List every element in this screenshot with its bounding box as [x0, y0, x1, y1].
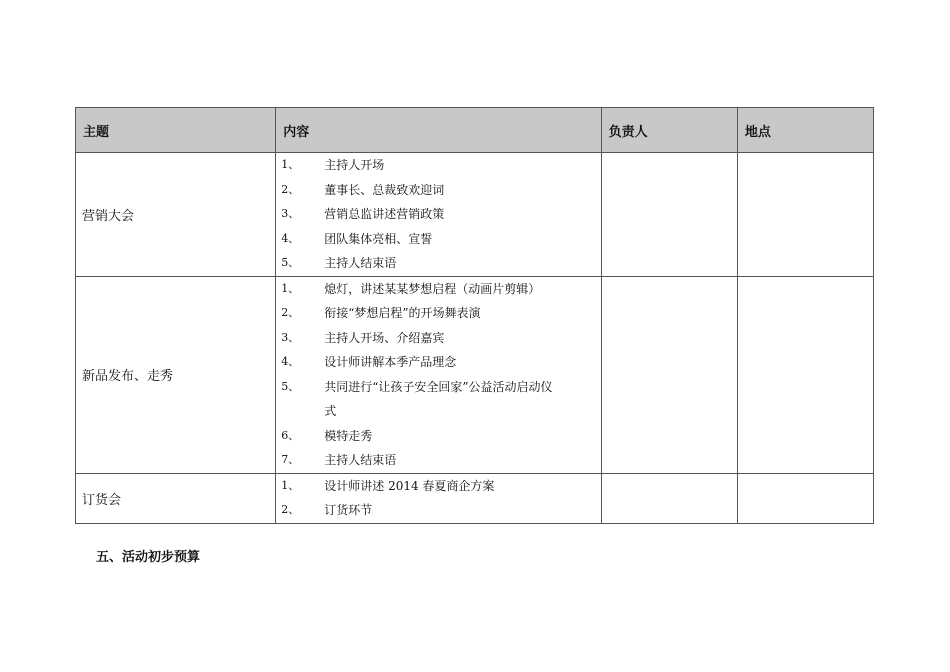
agenda-item-number: 4、 — [281, 231, 300, 245]
place-cell — [737, 153, 873, 277]
agenda-item-continuation: 式 — [324, 404, 337, 418]
agenda-item — [281, 375, 600, 424]
agenda-item-text: 设计师讲解本季产品理念 — [324, 355, 457, 369]
agenda-item-text: 熄灯，讲述某某梦想启程（动画片剪辑） — [324, 281, 541, 296]
agenda-item-number: 7、 — [281, 453, 300, 466]
agenda-item-number: 2、 — [281, 306, 300, 319]
owner-cell — [601, 473, 737, 523]
header-topic: 主题 — [76, 108, 276, 153]
owner-cell — [601, 276, 737, 473]
agenda-item-number: 5、 — [281, 256, 300, 269]
table-header-row — [76, 108, 874, 153]
agenda-item-text: 衔接“梦想启程”的开场舞表演 — [324, 306, 481, 320]
header-owner: 负责人 — [601, 108, 737, 153]
content-cell — [276, 153, 601, 277]
owner-cell — [601, 153, 737, 277]
agenda-item-text: 订货环节 — [324, 503, 373, 517]
agenda-item — [281, 178, 600, 203]
agenda-item — [281, 301, 600, 326]
activity-schedule-table — [75, 107, 874, 524]
agenda-item-number: 3、 — [281, 330, 300, 344]
place-cell — [737, 276, 873, 473]
agenda-item — [281, 326, 600, 351]
topic-cell: 营销大会 — [76, 153, 276, 277]
agenda-item-text: 模特走秀 — [324, 428, 373, 443]
table-body — [76, 153, 874, 524]
content-cell — [276, 473, 601, 523]
agenda-item — [281, 227, 600, 252]
header-content: 内容 — [276, 108, 601, 153]
agenda-item-text: 主持人结束语 — [324, 453, 397, 467]
place-cell — [737, 473, 873, 523]
agenda-item-number: 3、 — [281, 207, 300, 220]
agenda-item — [281, 424, 600, 449]
agenda-item-text: 设计师讲述 2014 春夏商企方案 — [324, 478, 495, 493]
agenda-item — [281, 448, 600, 473]
agenda-item-number: 4、 — [281, 355, 300, 368]
agenda-item-number: 2、 — [281, 182, 300, 196]
header-place: 地点 — [737, 108, 873, 153]
agenda-item — [281, 153, 600, 178]
table-row — [76, 473, 874, 523]
agenda-item-text: 董事长、总裁致欢迎词 — [324, 182, 445, 197]
agenda-item-number: 1、 — [281, 281, 300, 295]
agenda-item — [281, 474, 600, 499]
agenda-item — [281, 251, 600, 276]
agenda-item-number: 1、 — [281, 158, 300, 171]
table-row — [76, 153, 874, 277]
agenda-item-text: 主持人开场、介绍嘉宾 — [324, 330, 445, 345]
table-row — [76, 276, 874, 473]
agenda-item — [281, 202, 600, 227]
agenda-item-text: 团队集体亮相、宣誓 — [324, 231, 433, 246]
section-heading-budget: 五、活动初步预算 — [96, 550, 201, 565]
agenda-item-number: 5、 — [281, 379, 300, 393]
agenda-item — [281, 350, 600, 375]
agenda-item-number: 6、 — [281, 428, 300, 442]
table-header — [76, 108, 874, 153]
agenda-item-text: 共同进行“让孩子安全回家”公益活动启动仪 — [324, 379, 553, 394]
topic-cell: 订货会 — [76, 473, 276, 523]
agenda-item-number: 1、 — [281, 478, 300, 492]
agenda-item — [281, 277, 600, 302]
content-cell — [276, 276, 601, 473]
agenda-item — [281, 498, 600, 523]
agenda-item-text: 主持人结束语 — [324, 256, 397, 270]
topic-cell: 新品发布、走秀 — [76, 276, 276, 473]
agenda-item-text: 营销总监讲述营销政策 — [324, 207, 445, 221]
agenda-item-number: 2、 — [281, 503, 300, 516]
agenda-item-text: 主持人开场 — [324, 158, 385, 172]
